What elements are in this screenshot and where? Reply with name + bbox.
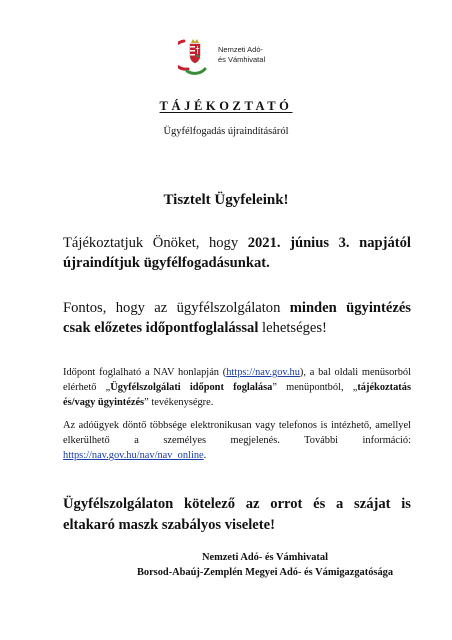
p2-text: Fontos, hogy az ügyfélszolgálaton [63,300,290,316]
paragraph-booking [63,365,411,410]
p3-text-f: ” tevékenységre. [144,397,214,408]
paragraph-online [63,418,411,463]
coat-of-arms-icon [178,33,212,79]
p2-emphasis: minden ügyintézés csak előzetes időpontfoglalással [63,300,411,336]
nav-logo [178,33,288,79]
p3-menu-item: Ügyfélszolgálati időpont foglalása [110,382,273,393]
paragraph-reopening [63,233,411,273]
paragraph-appointment [63,298,411,338]
p4-text: Az adóügyek döntő többsége elektronikusan vagy telefonos is intézhető, amellyel elkerülhető a személyes megjelenés. További információ: [63,420,411,446]
p3-text-d: ” menüpontból, „ [272,382,358,393]
p3-text-a: Időpont foglalható a NAV honlapján ( [63,367,227,378]
paragraph-mask: Ügyfélszolgálaton kötelező az orrot és a szájat is eltakaró maszk szabályos viselete! [63,496,411,533]
p3-activity: tájékoztatás és/vagy ügyintézés [63,382,411,408]
org-name-line2: és Vámhivatal [218,55,266,64]
page-title: TÁJÉKOZTATÓ [159,99,293,113]
greeting: Tisztelt Ügyfeleink! [163,192,289,208]
page-subtitle: Ügyfélfogadás újraindításáról [163,126,289,137]
nav-homepage-link[interactable]: https://nav.gov.hu [226,367,300,378]
p1-date: 2021. június 3. napjától újraindítjuk ügyfélfogadásunkat. [63,235,411,271]
signature-line2: Borsod-Abaúj-Zemplén Megyei Adó- és Vámigazgatósága [136,567,394,578]
signature-line1: Nemzeti Adó- és Vámhivatal [202,552,328,563]
org-name-line1: Nemzeti Adó- [218,45,264,54]
org-name [218,45,298,65]
p4-end: . [203,450,207,461]
p1-text: Tájékoztatjuk Önöket, hogy [63,235,248,251]
p3-text-b: ), a bal oldali menüsorból elérhető „ [63,367,411,393]
p2-end: lehetséges! [258,320,327,336]
nav-online-link[interactable]: https://nav.gov.hu/nav/nav_online [63,450,204,461]
